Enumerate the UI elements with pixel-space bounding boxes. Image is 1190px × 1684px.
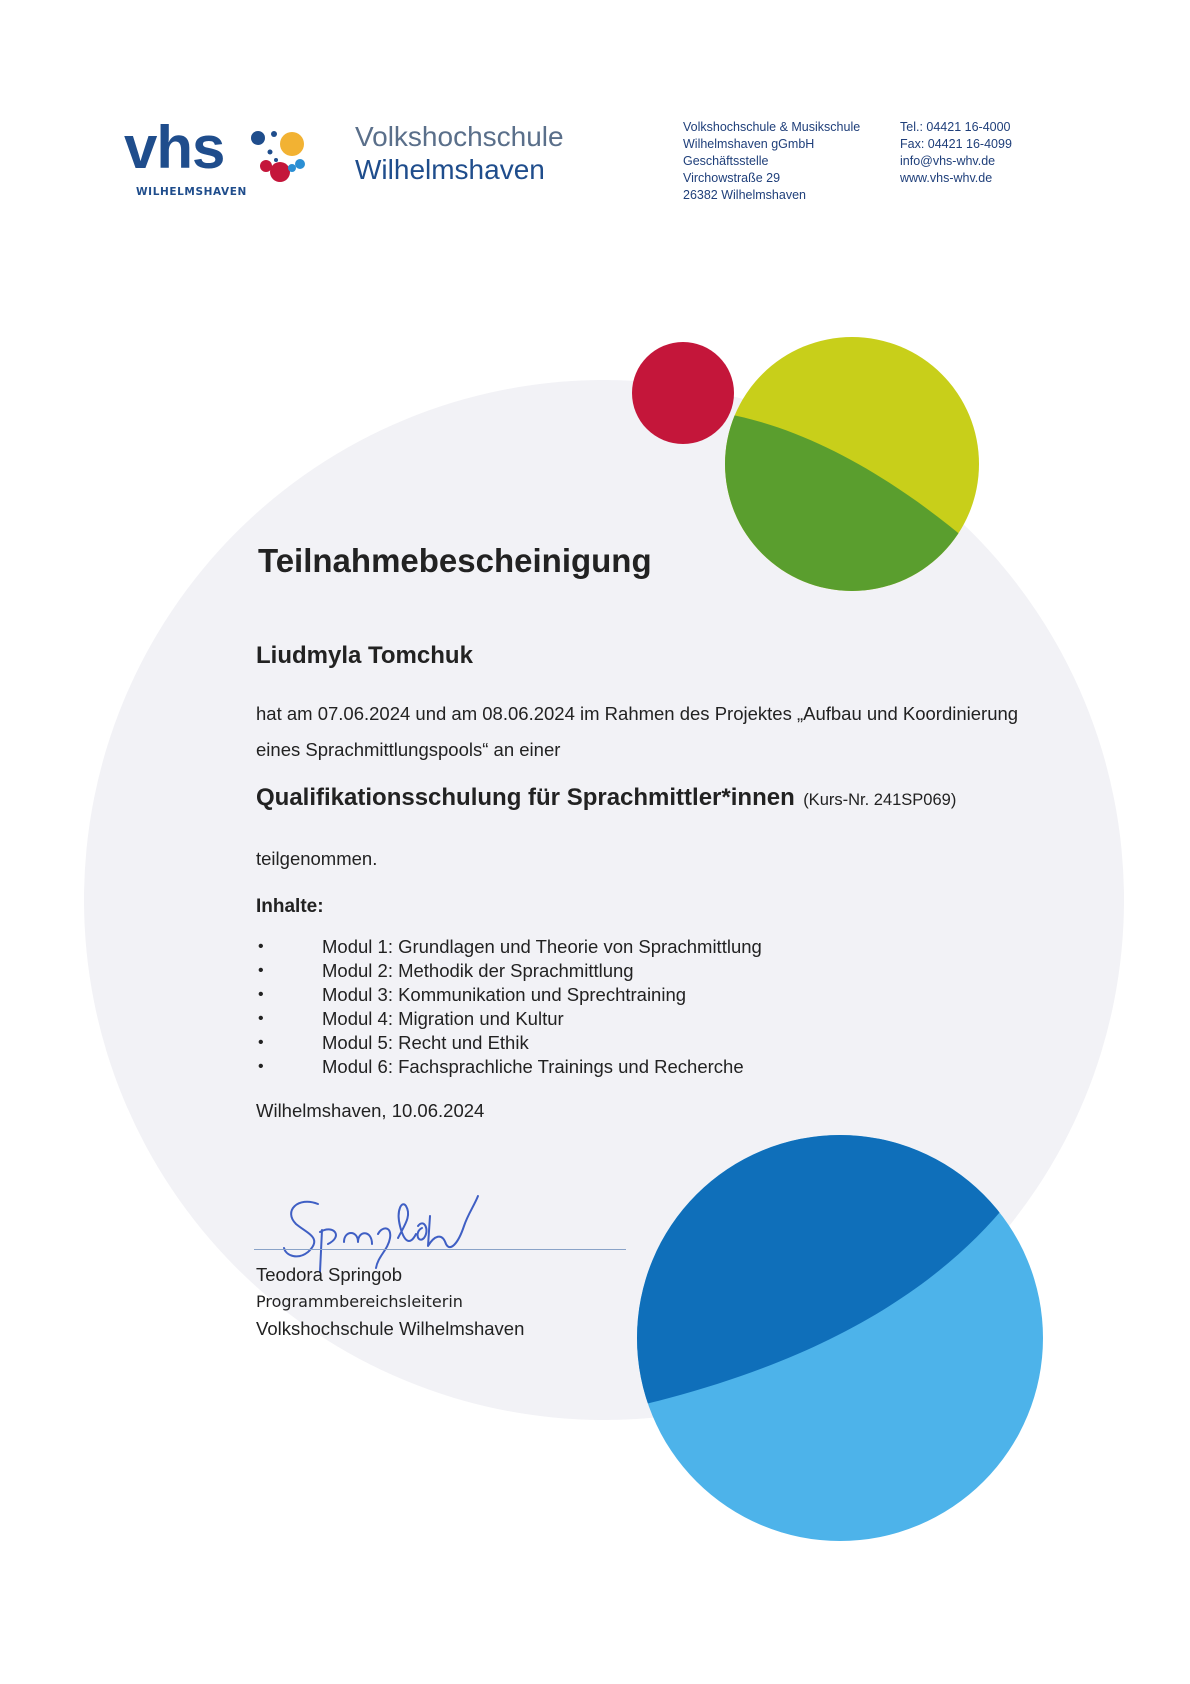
place-date: Wilhelmshaven, 10.06.2024 xyxy=(256,1100,485,1121)
handwritten-signature xyxy=(278,1186,518,1276)
bullet-icon: • xyxy=(258,938,264,955)
certificate-title: Teilnahmebescheinigung xyxy=(258,542,652,579)
module-list xyxy=(256,935,762,1079)
participant-name: Liudmyla Tomchuk xyxy=(256,642,473,669)
contact-block xyxy=(900,119,1012,187)
course-line xyxy=(256,784,956,812)
course-title: Qualifikationsschulung für Sprachmittler*innen xyxy=(256,784,795,811)
email: info@vhs-whv.de xyxy=(900,154,996,168)
completion-text: teilgenommen. xyxy=(256,848,378,869)
module-label: Modul 6: Fachsprachliche Trainings und Recherche xyxy=(322,1056,744,1077)
module-label: Modul 2: Methodik der Sprachmittlung xyxy=(322,960,634,981)
bullet-icon: • xyxy=(258,1010,264,1027)
list-item xyxy=(256,935,762,959)
module-label: Modul 4: Migration und Kultur xyxy=(322,1008,564,1029)
list-item xyxy=(256,1007,762,1031)
vhs-logo xyxy=(124,114,324,200)
website: www.vhs-whv.de xyxy=(900,171,993,185)
list-item xyxy=(256,983,762,1007)
course-number: (Kurs-Nr. 241SP069) xyxy=(803,791,957,809)
signature-line xyxy=(254,1249,626,1250)
signatory-organization: Volkshochschule Wilhelmshaven xyxy=(256,1318,525,1339)
address-line: Wilhelmshaven gGmbH xyxy=(683,137,815,151)
bullet-icon: • xyxy=(258,962,264,979)
list-item xyxy=(256,1055,762,1079)
address-line: Volkshochschule & Musikschule xyxy=(683,120,861,134)
address-block xyxy=(683,119,860,204)
bullet-icon: • xyxy=(258,1058,264,1075)
brand-name xyxy=(355,120,564,186)
module-label: Modul 5: Recht und Ethik xyxy=(322,1032,529,1053)
phone: Tel.: 04421 16-4000 xyxy=(900,120,1011,134)
contents-heading: Inhalte: xyxy=(256,896,324,917)
module-label: Modul 1: Grundlagen und Theorie von Sprachmittlung xyxy=(322,936,762,957)
intro-text: hat am 07.06.2024 und am 08.06.2024 im Rahmen des Projektes „Aufbau und Koordinierung eines Sprachmittlungspools“ an einer xyxy=(256,703,1019,760)
list-item xyxy=(256,1031,762,1055)
brand-line-2: Wilhelmshaven xyxy=(355,154,545,185)
bullet-icon: • xyxy=(258,986,264,1003)
address-line: 26382 Wilhelmshaven xyxy=(683,188,806,202)
module-label: Modul 3: Kommunikation und Sprechtraining xyxy=(322,984,687,1005)
logo-subtitle: WILHELMSHAVEN xyxy=(136,186,247,198)
signatory-name: Teodora Springob xyxy=(256,1264,403,1285)
signatory-role: Programmbereichsleiterin xyxy=(256,1292,463,1311)
bullet-icon: • xyxy=(258,1034,264,1051)
fax: Fax: 04421 16-4099 xyxy=(900,137,1012,151)
logo-dots-icon xyxy=(244,124,314,194)
red-circle xyxy=(632,342,734,444)
logo-wordmark: vhs xyxy=(124,114,225,181)
list-item xyxy=(256,959,762,983)
brand-line-1: Volkshochschule xyxy=(355,121,564,152)
address-line: Virchowstraße 29 xyxy=(683,171,781,185)
address-line: Geschäftsstelle xyxy=(683,154,769,168)
